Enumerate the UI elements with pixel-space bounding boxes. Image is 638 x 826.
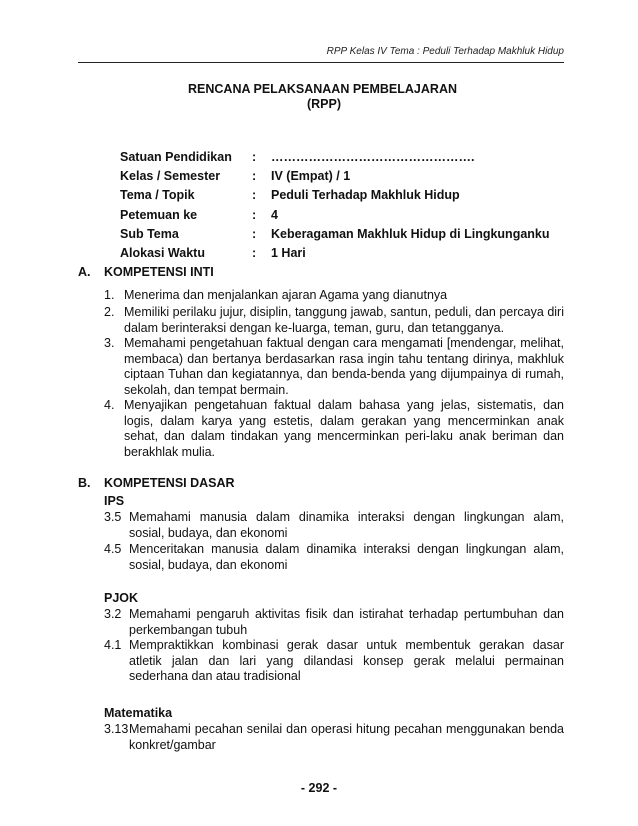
section-b-letter: B. bbox=[78, 476, 91, 490]
list-item-number: 3.13 bbox=[104, 722, 129, 736]
identity-row bbox=[120, 188, 550, 207]
identity-label: Sub Tema bbox=[120, 226, 179, 241]
pjok-heading: PJOK bbox=[104, 591, 139, 605]
ips-heading: IPS bbox=[104, 494, 125, 508]
identity-colon: : bbox=[252, 150, 257, 164]
identity-colon: : bbox=[252, 207, 257, 222]
list-item-text: Memahami pecahan senilai dan operasi hitung pecahan menggunakan benda konkret/gambar bbox=[129, 722, 564, 752]
list-item-text: Memahami pengetahuan faktual dengan cara mengamati [mendengar, melihat, membaca) dan bertanya berdasarkan rasa ingin tahu tentang dirinya, makhluk ciptaan Tuhan dan kegiatannya, dan benda-benda yang dijumpainya di rumah, sekolah, dan tempat bermain. bbox=[124, 336, 564, 397]
page-number: - 292 - bbox=[300, 781, 338, 795]
list-item-text: Memiliki perilaku jujur, disiplin, tanggung jawab, santun, peduli, dan percaya diri dalam berinteraksi dengan ke-luarga, teman, guru, dan tetangganya. bbox=[124, 305, 564, 335]
list-item-number: 4. bbox=[104, 398, 115, 412]
document-title: RENCANA PELAKSANAAN PEMBELAJARAN bbox=[188, 82, 457, 96]
identity-row bbox=[120, 246, 550, 265]
identity-row bbox=[120, 208, 550, 227]
list-item-number: 4.1 bbox=[104, 638, 122, 652]
list-item bbox=[104, 288, 564, 304]
identity-label: Satuan Pendidikan bbox=[120, 150, 232, 164]
section-b-title: KOMPETENSI DASAR bbox=[104, 476, 235, 490]
list-item bbox=[104, 542, 564, 573]
list-item-text: Menceritakan manusia dalam dinamika interaksi dengan lingkungan alam, sosial, budaya, dan ekonomi bbox=[129, 542, 564, 572]
identity-row bbox=[120, 169, 550, 188]
list-item bbox=[104, 607, 564, 638]
matematika-heading: Matematika bbox=[104, 706, 173, 720]
identity-label: Tema / Topik bbox=[120, 188, 195, 203]
header-rule bbox=[78, 62, 564, 63]
identity-label: Petemuan ke bbox=[120, 207, 198, 222]
identity-colon: : bbox=[252, 188, 257, 203]
list-item bbox=[104, 336, 564, 398]
list-item-text: Menerima dan menjalankan ajaran Agama yang dianutnya bbox=[124, 288, 448, 302]
identity-value: Peduli Terhadap Makhluk Hidup bbox=[271, 188, 460, 203]
list-item bbox=[104, 722, 564, 753]
section-a-title: KOMPETENSI INTI bbox=[104, 265, 214, 279]
identity-label: Kelas / Semester bbox=[120, 169, 221, 184]
list-item-text: Memahami pengaruh aktivitas fisik dan istirahat terhadap pertumbuhan dan perkembangan tubuh bbox=[129, 607, 564, 637]
list-item-number: 3.5 bbox=[104, 510, 122, 524]
running-header: RPP Kelas IV Tema : Peduli Terhadap Makhluk Hidup bbox=[326, 46, 564, 57]
list-item-number: 4.5 bbox=[104, 542, 122, 556]
section-a-letter: A. bbox=[78, 265, 91, 279]
identity-value: 1 Hari bbox=[271, 245, 306, 260]
identity-row bbox=[120, 150, 550, 169]
identity-value: Keberagaman Makhluk Hidup di Lingkunganku bbox=[271, 226, 550, 241]
list-item-number: 3. bbox=[104, 336, 115, 350]
list-item bbox=[104, 510, 564, 541]
identity-value: IV (Empat) / 1 bbox=[271, 169, 351, 184]
identity-value: …………………………………………. bbox=[271, 150, 475, 164]
list-item-text: Menyajikan pengetahuan faktual dalam bahasa yang jelas, sistematis, dan logis, dalam karya yang estetis, dalam gerakan yang mencerminkan anak sehat, dan dalam tindakan yang mencerminkan peri-laku anak beriman dan berakhlak mulia. bbox=[124, 398, 564, 459]
identity-label: Alokasi Waktu bbox=[120, 245, 205, 260]
identity-colon: : bbox=[252, 245, 257, 260]
list-item bbox=[104, 398, 564, 460]
list-item-number: 1. bbox=[104, 288, 115, 302]
identity-colon: : bbox=[252, 226, 257, 241]
list-item-text: Mempraktikkan kombinasi gerak dasar untuk membentuk gerakan dasar atletik jalan dan lari yang dilandasi konsep gerak melalui permainan sederhana dan atau tradisional bbox=[129, 638, 564, 684]
list-item-number: 3.2 bbox=[104, 607, 122, 621]
identity-value: 4 bbox=[271, 207, 278, 222]
identity-row bbox=[120, 227, 550, 246]
identity-colon: : bbox=[252, 169, 257, 184]
list-item-text: Memahami manusia dalam dinamika interaksi dengan lingkungan alam, sosial, budaya, dan ekonomi bbox=[129, 510, 564, 540]
list-item bbox=[104, 305, 564, 336]
identity-table bbox=[120, 150, 550, 265]
document-subtitle: (RPP) bbox=[306, 97, 342, 111]
list-item bbox=[104, 638, 564, 685]
list-item-number: 2. bbox=[104, 305, 115, 319]
